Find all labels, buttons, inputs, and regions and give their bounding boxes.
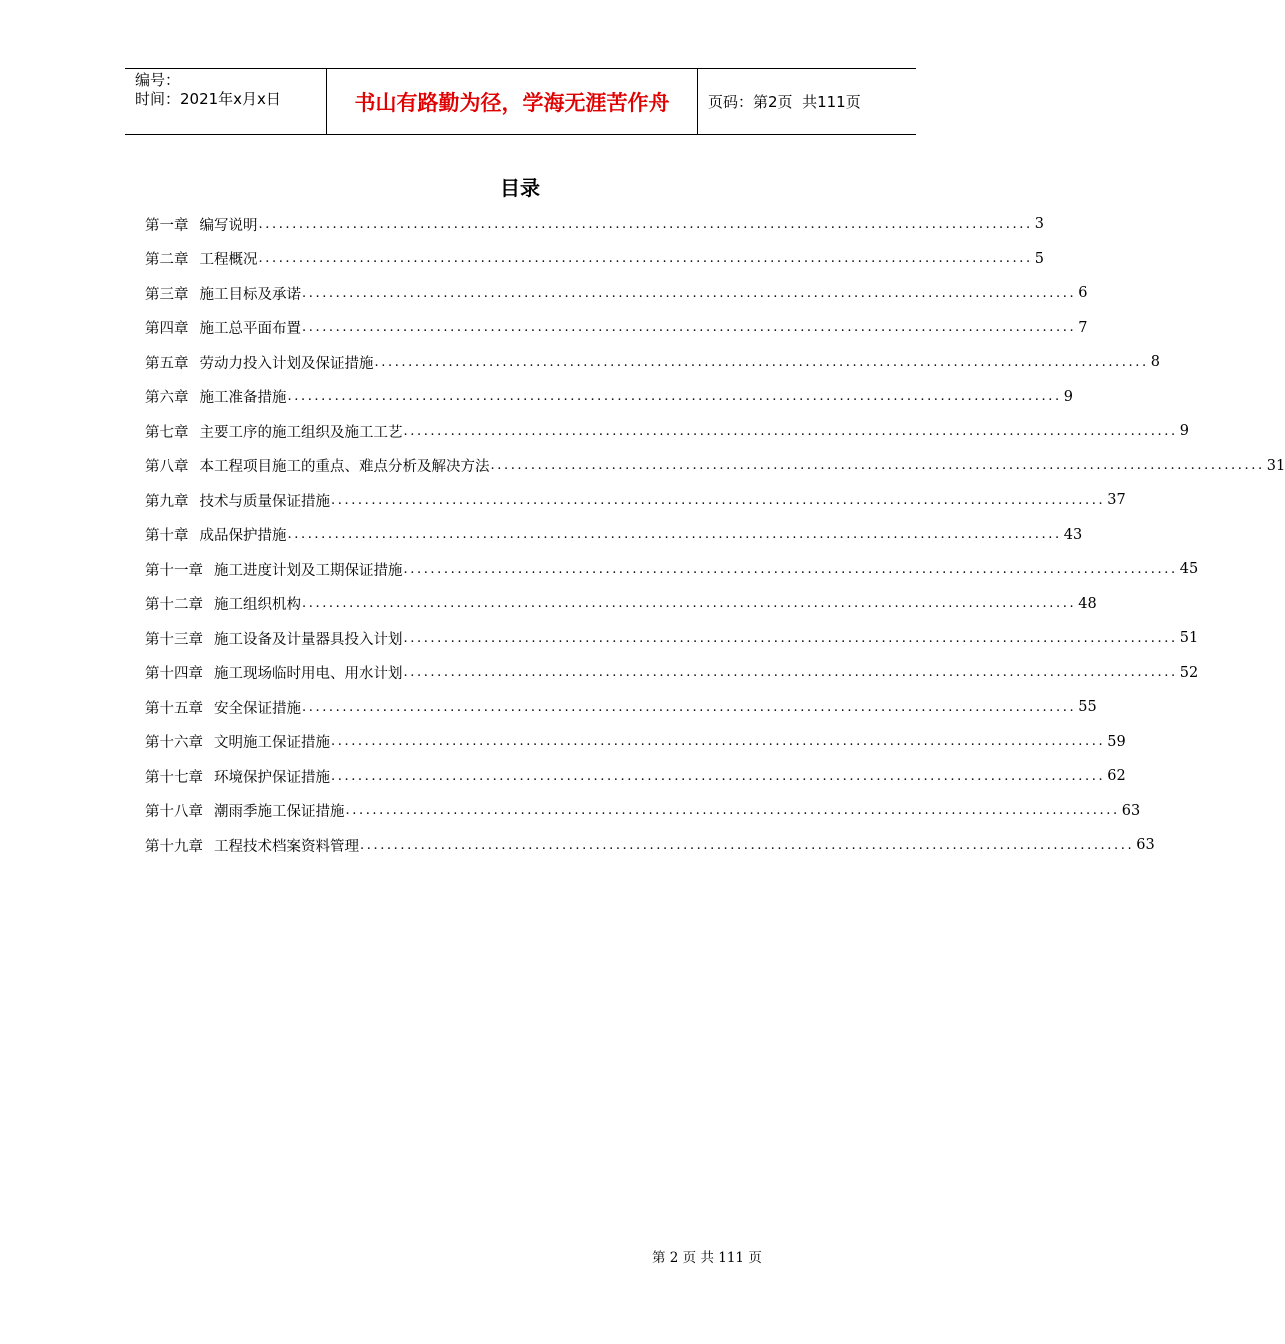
toc-entry-page: 9 [1179,423,1189,440]
toc-entry[interactable] [145,242,1044,277]
toc-entry-title: 环境保护保证措施 [214,769,330,786]
toc-entry-title: 施工目标及承诺 [199,286,301,303]
toc-entry-chapter: 第十二章 [145,597,203,614]
toc-entry[interactable] [145,794,1141,829]
toc-entry-chapter: 第六章 [145,390,189,407]
toc-entry-page: 45 [1179,561,1199,578]
toc-entry-leader: ................................................................................................................... [302,320,1077,336]
toc-entry-leader: ................................................................................................................... [403,423,1178,439]
toc-entry-page: 52 [1179,664,1199,681]
toc-entry[interactable] [145,380,1073,415]
toc-entry[interactable] [145,759,1126,794]
toc-entry-chapter: 第二章 [145,252,189,269]
toc-entry-leader: ................................................................................................................... [345,803,1120,819]
toc-entry-chapter: 第十六章 [145,735,203,752]
toc-entry-page: 3 [1034,216,1044,233]
toc-entry-leader: ................................................................................................................... [302,596,1077,612]
toc-entry[interactable] [145,449,1285,484]
toc-entry-title: 文明施工保证措施 [214,735,330,752]
toc-entry-page: 5 [1034,250,1044,267]
toc-entry-chapter: 第四章 [145,321,189,338]
page-header [125,68,916,135]
toc-entry-leader: ................................................................................................................... [403,561,1178,577]
toc-entry-chapter: 第五章 [145,355,189,372]
toc-entry-title: 施工组织机构 [214,597,301,614]
toc-entry-title: 施工总平面布置 [199,321,301,338]
toc-entry-page: 9 [1063,388,1073,405]
toc-entry-page: 63 [1121,802,1141,819]
toc-entry-chapter: 第十四章 [145,666,203,683]
toc-entry-title: 工程概况 [199,252,258,269]
toc-entry-leader: ................................................................................................................... [403,630,1178,646]
toc-entry-page: 37 [1107,492,1126,509]
toc-entry[interactable] [145,207,1044,242]
toc-entry-title: 成品保护措施 [199,528,287,545]
toc-entry[interactable] [145,552,1199,587]
toc-entry-page: 59 [1107,733,1126,750]
header-meta [125,69,327,134]
toc-entry-title: 施工进度计划及工期保证措施 [214,562,403,579]
toc-entry-title: 本工程项目施工的重点、难点分析及解决方法 [199,459,490,476]
toc-entry-leader: ................................................................................................................... [258,216,1033,232]
toc-entry-chapter: 第一章 [145,217,189,234]
toc-title: 目录 [500,176,540,200]
document-time-label: 时间：2021年x月x日 [135,90,281,108]
toc-entry[interactable] [145,345,1160,380]
header-page-info-text: 页码：第2页 共111页 [708,93,861,111]
toc-entry-title: 施工现场临时用电、用水计划 [214,666,403,683]
toc-entry-title: 主要工序的施工组织及施工工艺 [199,424,403,441]
toc-entry[interactable] [145,518,1083,553]
toc-entry[interactable] [145,690,1097,725]
toc-entry-title: 编写说明 [199,217,258,234]
toc-entry-chapter: 第十章 [145,528,189,545]
toc-entry-leader: ................................................................................................................... [302,699,1077,715]
toc-entry-leader: ................................................................................................................... [287,389,1062,405]
toc-entry-leader: ................................................................................................................... [302,285,1077,301]
toc-entry-leader: ................................................................................................................... [331,768,1106,784]
toc-entry-page: 43 [1063,526,1083,543]
toc-entry-page: 48 [1078,595,1097,612]
toc-entry-chapter: 第八章 [145,459,189,476]
toc-entry-leader: ................................................................................................................... [374,354,1149,370]
toc-entry-leader: ................................................................................................................... [331,734,1106,750]
toc-entry-page: 63 [1136,837,1155,854]
toc-entry[interactable] [145,621,1199,656]
toc-entry[interactable] [145,656,1199,691]
toc-entry-leader: ................................................................................................................... [287,527,1062,543]
toc-entry-chapter: 第十七章 [145,769,203,786]
toc-entry[interactable] [145,725,1126,760]
toc-entry-title: 施工设备及计量器具投入计划 [214,631,403,648]
toc-entry-page: 8 [1150,354,1160,371]
toc-entry-title: 施工准备措施 [199,390,287,407]
toc-entry[interactable] [145,587,1097,622]
toc-entry-leader: ................................................................................................................... [403,665,1178,681]
toc-entry-chapter: 第十八章 [145,804,203,821]
toc-entry[interactable] [145,276,1088,311]
toc-entry-chapter: 第三章 [145,286,189,303]
toc-entry-page: 62 [1107,768,1126,785]
toc-entry-page: 6 [1078,285,1088,302]
document-number-label: 编号： [135,71,181,89]
toc-entry[interactable] [145,828,1155,863]
toc-entry-page: 51 [1179,630,1199,647]
toc-entry-leader: ................................................................................................................... [490,458,1265,474]
toc-entry-leader: ................................................................................................................... [258,251,1033,267]
toc-entry-page: 55 [1078,699,1097,716]
toc-entry-chapter: 第十一章 [145,562,203,579]
toc-entry-title: 工程技术档案资料管理 [214,838,359,855]
toc-entry-chapter: 第十九章 [145,838,203,855]
toc-entry-chapter: 第九章 [145,493,189,510]
toc-entry[interactable] [145,414,1189,449]
toc-entry[interactable] [145,483,1126,518]
toc-entry-leader: ................................................................................................................... [331,492,1106,508]
header-motto: 书山有路勤为径，学海无涯苦作舟 [327,69,698,134]
header-page-info [698,69,916,134]
toc-entry-title: 劳动力投入计划及保证措施 [199,355,374,372]
toc-entry-chapter: 第十五章 [145,700,203,717]
page-footer: 第 2 页 共 111 页 [652,1250,762,1266]
toc-entry-title: 安全保证措施 [214,700,301,717]
toc-entry-page: 31 [1266,457,1285,474]
table-of-contents [145,207,1285,863]
toc-entry-title: 技术与质量保证措施 [199,493,330,510]
toc-entry-chapter: 第十三章 [145,631,203,648]
toc-entry[interactable] [145,311,1088,346]
toc-entry-chapter: 第七章 [145,424,189,441]
toc-entry-page: 7 [1078,319,1088,336]
toc-entry-title: 潮雨季施工保证措施 [214,804,345,821]
toc-entry-leader: ................................................................................................................... [360,837,1135,853]
